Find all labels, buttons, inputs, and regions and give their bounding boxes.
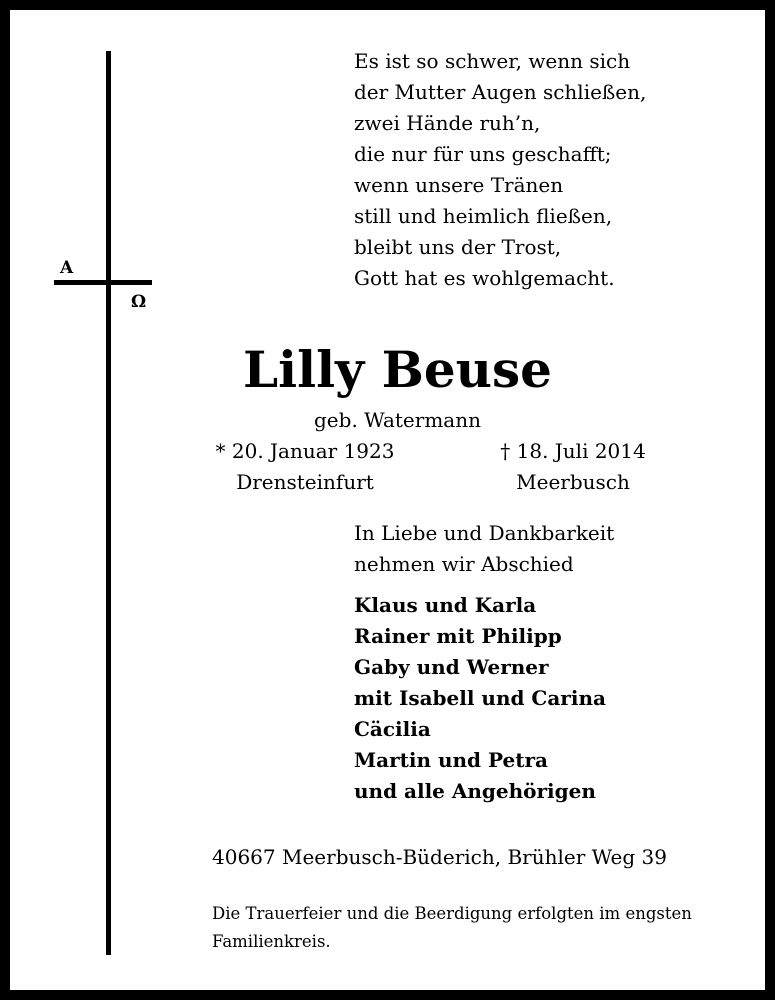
poem-line: der Mutter Augen schließen, (354, 80, 647, 104)
mourner-item: Rainer mit Philipp (354, 624, 562, 648)
cross-vertical-bar (106, 51, 111, 955)
poem-line: die nur für uns geschafft; (354, 142, 612, 166)
death-place: Meerbusch (516, 470, 630, 494)
poem (354, 46, 646, 294)
mourner-item: Gaby und Werner (354, 655, 549, 679)
death-date: † 18. Juli 2014 (500, 439, 646, 463)
birth-date: * 20. Januar 1923 (215, 439, 395, 463)
farewell-text (354, 518, 614, 580)
poem-line: still und heimlich fließen, (354, 204, 613, 228)
poem-line: zwei Hände ruh’n, (354, 111, 541, 135)
omega-symbol: Ω (131, 292, 147, 312)
birth-info (205, 436, 405, 498)
death-info (468, 436, 678, 498)
family-address: 40667 Meerbusch-Büderich, Brühler Weg 39 (212, 845, 667, 869)
cross-horizontal-bar (54, 280, 152, 285)
poem-line: Es ist so schwer, wenn sich (354, 49, 631, 73)
alpha-symbol: Α (60, 258, 74, 278)
mourner-item: und alle Angehörigen (354, 779, 596, 803)
farewell-line: nehmen wir Abschied (354, 552, 574, 576)
poem-line: wenn unsere Tränen (354, 173, 564, 197)
mourner-item: Klaus und Karla (354, 593, 537, 617)
mourner-item: mit Isabell und Carina (354, 686, 606, 710)
funeral-notice: Die Trauerfeier und die Beerdigung erfolgten im engsten Familienkreis. (212, 904, 692, 951)
poem-line: bleibt uns der Trost, (354, 235, 562, 259)
farewell-line: In Liebe und Dankbarkeit (354, 521, 615, 545)
mourner-item: Cäcilia (354, 717, 431, 741)
poem-line: Gott hat es wohlgemacht. (354, 266, 615, 290)
maiden-name: geb. Watermann (314, 408, 481, 432)
birth-place: Drensteinfurt (236, 470, 374, 494)
mourners-list (354, 590, 606, 807)
deceased-name: Lilly Beuse (243, 340, 552, 399)
mourner-item: Martin und Petra (354, 748, 548, 772)
